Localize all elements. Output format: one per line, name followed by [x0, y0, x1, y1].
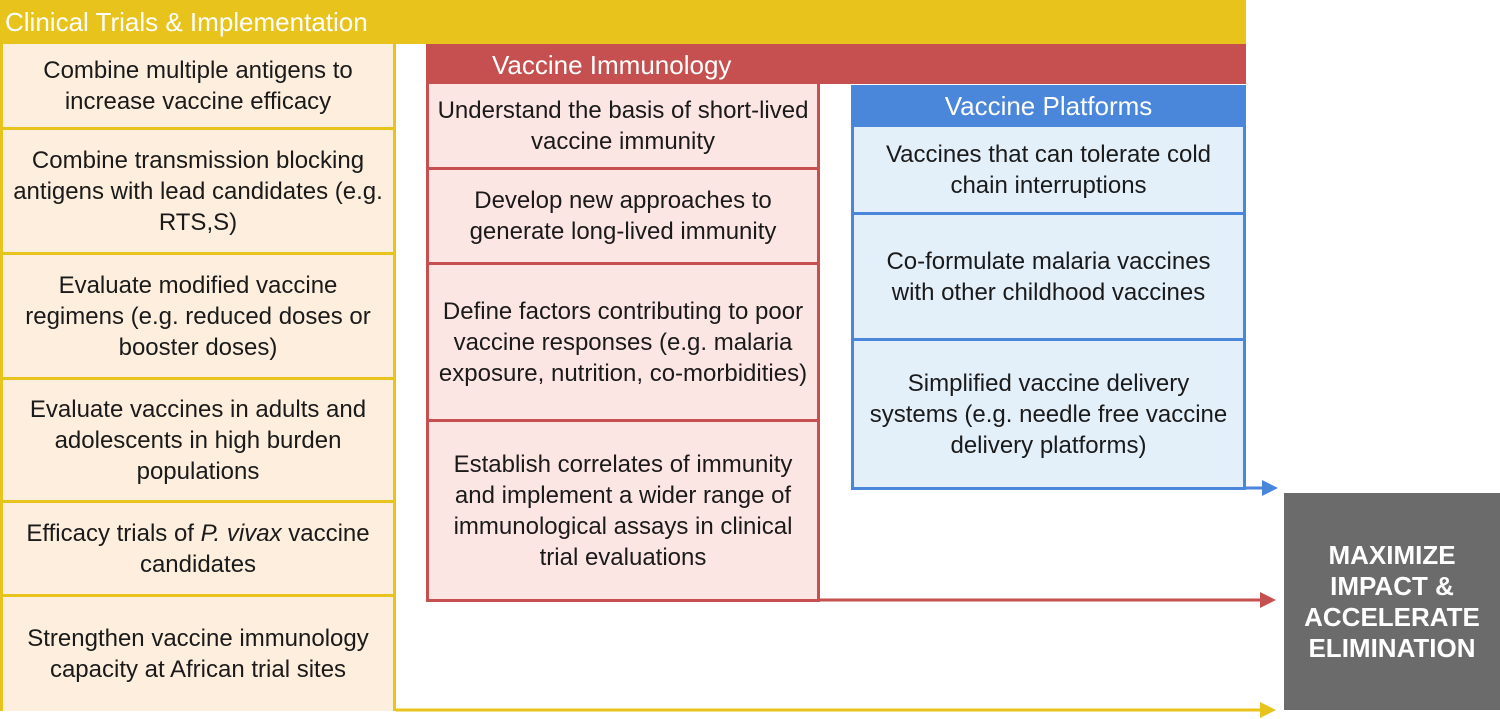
item-text: Evaluate vaccines in adults and adolescents in high burden populations — [29, 395, 367, 485]
item-text: Co-formulate malaria vaccines with other childhood vaccines — [886, 247, 1211, 306]
species-name: P. vivax — [200, 519, 282, 547]
clinical-trials-arrow — [396, 702, 1276, 718]
vaccine-immunology-header: Vaccine Immunology — [426, 44, 1246, 84]
item-text: Establish correlates of immunity and implement a wider range of immunological assays in clinical trial evaluations — [453, 450, 793, 571]
outcome-label: MAXIMIZE IMPACT & ACCELERATE ELIMINATION — [1304, 539, 1480, 663]
item-text: Combine multiple antigens to increase vaccine efficacy — [43, 56, 353, 115]
item-text: Combine transmission blocking antigens with lead candidates (e.g. RTS,S) — [13, 146, 383, 236]
item-text: Simplified vaccine delivery systems (e.g. needle free vaccine delivery platforms) — [869, 369, 1228, 459]
item-text: Define factors contributing to poor vaccine responses (e.g. malaria exposure, nutrition, co-morbidities) — [438, 297, 808, 387]
item-text-part: Efficacy trials of — [26, 519, 201, 547]
platforms-arrow — [1246, 480, 1278, 496]
vaccine-platforms-header: Vaccine Platforms — [851, 85, 1246, 127]
item-text: Develop new approaches to generate long-lived immunity — [469, 187, 777, 245]
clinical-trials-arrowhead — [1260, 702, 1276, 718]
item-text: Understand the basis of short-lived vaccine immunity — [437, 96, 809, 155]
platforms-arrowhead — [1262, 480, 1278, 496]
item-text: Strengthen vaccine immunology capacity at African trial sites — [27, 625, 369, 683]
item-text: Evaluate modified vaccine regimens (e.g. reduced doses or booster doses) — [25, 271, 371, 361]
clinical-trials-header: Clinical Trials & Implementation — [0, 0, 1246, 44]
immunology-arrowhead — [1260, 592, 1276, 608]
item-text-part: vaccine candidates — [139, 519, 370, 578]
immunology-arrow — [820, 592, 1276, 608]
item-text: Vaccines that can tolerate cold chain interruptions — [885, 140, 1212, 199]
